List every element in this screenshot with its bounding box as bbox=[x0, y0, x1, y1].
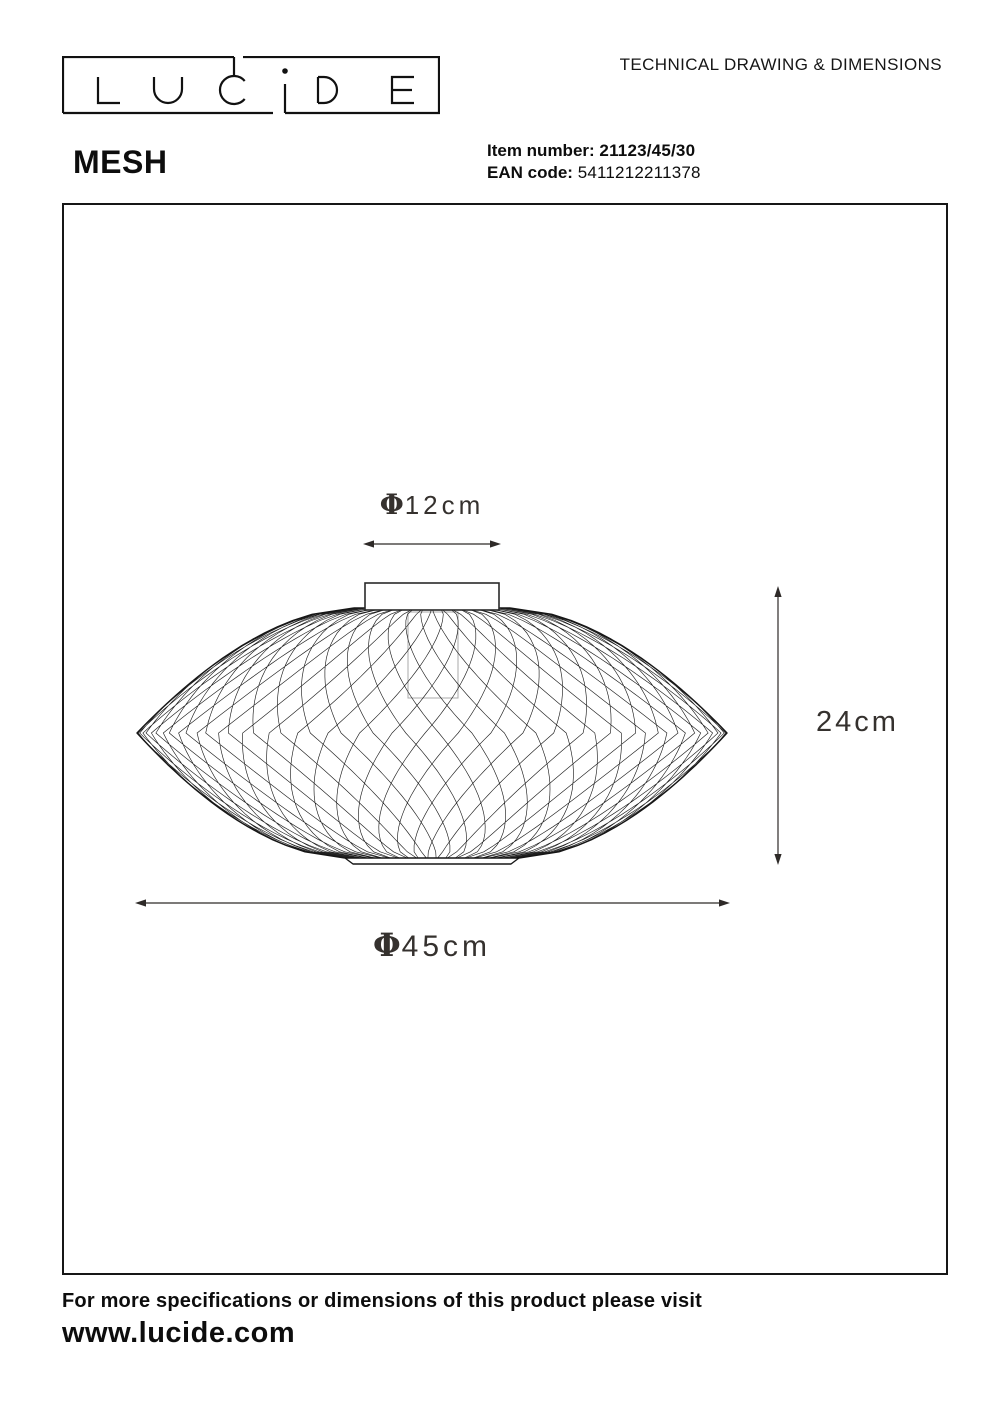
mesh-wires bbox=[137, 608, 727, 858]
arrowhead-left bbox=[363, 540, 374, 547]
logo-i-dot bbox=[282, 68, 288, 74]
logo-text bbox=[0, 0, 1, 1]
dim-canopy-value: 12cm bbox=[404, 490, 485, 520]
phi-symbol: Φ bbox=[379, 489, 405, 521]
lucide-logo bbox=[62, 56, 440, 116]
arrowhead-top bbox=[774, 586, 781, 597]
ean-label: EAN code: bbox=[487, 163, 573, 182]
item-info-block bbox=[487, 140, 701, 184]
diameter-arrow bbox=[135, 899, 730, 906]
dim-diameter-value: 45cm bbox=[401, 930, 492, 963]
arrowhead-right bbox=[719, 899, 730, 906]
doc-title: TECHNICAL DRAWING & DIMENSIONS bbox=[619, 55, 942, 74]
phi-symbol: Φ bbox=[372, 927, 402, 964]
canopy-rect bbox=[365, 583, 499, 610]
logo-letter-l bbox=[98, 77, 120, 103]
item-number-row bbox=[487, 140, 701, 162]
drawing-box bbox=[62, 203, 948, 1275]
arrowhead-right bbox=[490, 540, 501, 547]
height-arrow bbox=[774, 586, 781, 865]
footer bbox=[62, 1290, 702, 1350]
item-number-label: Item number: bbox=[487, 141, 595, 160]
arrowhead-left bbox=[135, 899, 146, 906]
footer-url: www.lucide.com bbox=[62, 1317, 296, 1349]
logo-letter-c bbox=[220, 76, 245, 104]
dim-label-canopy bbox=[334, 489, 530, 521]
ean-value: 5411212211378 bbox=[577, 163, 701, 182]
canopy-width-arrow bbox=[363, 540, 501, 547]
ean-row bbox=[487, 162, 701, 184]
logo-letter-d bbox=[318, 77, 337, 103]
mesh-lamp-drawing bbox=[64, 205, 946, 1273]
logo-letter-u bbox=[154, 77, 182, 103]
product-name: MESH bbox=[73, 144, 168, 180]
logo-frame bbox=[63, 57, 439, 113]
item-number-value: 21123/45/30 bbox=[599, 141, 696, 160]
dim-height-value: 24cm bbox=[816, 706, 899, 738]
dim-label-height bbox=[816, 706, 899, 739]
arrowhead-bottom bbox=[774, 854, 781, 865]
footer-note: For more specifications or dimensions of this product please visit bbox=[62, 1290, 702, 1312]
logo-letter-e bbox=[392, 77, 414, 103]
dim-label-diameter bbox=[324, 927, 540, 964]
